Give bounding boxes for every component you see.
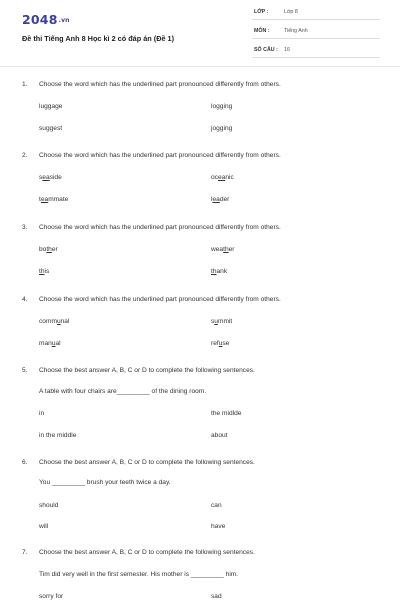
- option-text: will: [39, 523, 49, 530]
- option-text: ggage: [44, 103, 63, 110]
- question-stem: Tim did very well in the first semester. His mother is _________ him.: [39, 571, 239, 578]
- option-b[interactable]: [211, 246, 234, 253]
- option-underlined: th: [39, 268, 45, 275]
- option-text: er: [228, 246, 235, 253]
- option-text: comm: [39, 318, 57, 325]
- option-text: s: [39, 174, 43, 181]
- option-text: in: [39, 410, 45, 417]
- meta-label: SỐ CÂU :: [254, 47, 278, 53]
- option-b[interactable]: [211, 593, 222, 600]
- option-text: side: [49, 174, 62, 181]
- meta-value: 16: [284, 47, 290, 53]
- option-a[interactable]: [39, 593, 63, 600]
- option-underlined: u: [214, 318, 218, 325]
- question-number: 2.: [22, 152, 28, 159]
- question-prompt: Choose the best answer A, B, C or D to complete the following sentences.: [39, 367, 255, 374]
- option-text: have: [211, 523, 226, 530]
- option-b[interactable]: [211, 410, 241, 417]
- option-b[interactable]: [211, 318, 232, 325]
- question-stem: You _________ brush your teeth twice a day.: [39, 479, 171, 486]
- question-prompt: Choose the best answer A, B, C or D to complete the following sentences.: [39, 459, 255, 466]
- option-a[interactable]: [39, 246, 58, 253]
- page-header: [0, 0, 400, 66]
- option-d[interactable]: [211, 268, 227, 275]
- question-number: 5.: [22, 367, 28, 374]
- logo-text: 2048: [22, 12, 58, 27]
- option-a[interactable]: [39, 318, 69, 325]
- option-text: er: [51, 246, 58, 253]
- option-text: mmate: [48, 196, 69, 203]
- logo-tld: .vn: [58, 17, 70, 24]
- option-text: nic: [225, 174, 234, 181]
- question-prompt: Choose the best answer A, B, C or D to complete the following sentences.: [39, 549, 255, 556]
- option-a[interactable]: [39, 502, 58, 509]
- option-text: lo: [211, 103, 217, 110]
- meta-label: LỚP :: [254, 9, 269, 15]
- option-text: ref: [211, 340, 219, 347]
- option-c[interactable]: [39, 523, 48, 530]
- option-underlined: th: [211, 268, 217, 275]
- site-logo[interactable]: [22, 12, 70, 27]
- option-text: s: [211, 318, 215, 325]
- option-c[interactable]: [39, 268, 49, 275]
- option-b[interactable]: [211, 103, 232, 110]
- question-number: 4.: [22, 296, 28, 303]
- option-text: gging: [216, 125, 233, 132]
- option-text: bo: [39, 246, 47, 253]
- option-underlined: ea: [212, 196, 220, 203]
- header-divider: [0, 66, 400, 67]
- option-c[interactable]: [39, 340, 61, 347]
- option-a[interactable]: [39, 174, 62, 181]
- option-underlined: th: [223, 246, 229, 253]
- option-text: al: [55, 340, 61, 347]
- question-number: 6.: [22, 459, 28, 466]
- question-prompt: Choose the word which has the underlined part pronounced differently from others.: [39, 296, 281, 303]
- option-text: oc: [211, 174, 218, 181]
- question-number: 1.: [22, 81, 28, 88]
- option-underlined: u: [218, 340, 223, 347]
- option-underlined: u: [51, 340, 56, 347]
- option-underlined: ea: [217, 174, 226, 181]
- option-text: l: [211, 196, 213, 203]
- option-text: ank: [216, 268, 228, 275]
- option-text: ggest: [45, 125, 63, 132]
- option-text: man: [39, 340, 52, 347]
- option-d[interactable]: [211, 196, 229, 203]
- meta-value: Lớp 8: [284, 9, 298, 15]
- option-text: the midlde: [211, 410, 242, 417]
- option-underlined: u: [56, 318, 61, 325]
- option-text: mmit: [217, 318, 233, 325]
- meta-label: MÔN :: [254, 28, 270, 34]
- option-underlined: ea: [40, 196, 49, 203]
- option-c[interactable]: [39, 196, 68, 203]
- option-c[interactable]: [39, 432, 76, 439]
- meta-value: Tiếng Anh: [284, 28, 308, 34]
- option-text: about: [211, 432, 228, 439]
- option-text: can: [211, 502, 222, 509]
- option-underlined: th: [46, 246, 52, 253]
- meta-subject-row: [252, 25, 380, 39]
- page-title: Đề thi Tiếng Anh 8 Học kì 2 có đáp án (Đề 1): [22, 34, 175, 43]
- option-text: wea: [211, 246, 224, 253]
- option-c[interactable]: [39, 125, 62, 132]
- option-text: se: [222, 340, 230, 347]
- option-d[interactable]: [211, 523, 225, 530]
- option-text: sorry for: [39, 593, 64, 600]
- option-b[interactable]: [211, 174, 234, 181]
- option-d[interactable]: [211, 432, 228, 439]
- question-prompt: Choose the word which has the underlined part pronounced differently from others.: [39, 224, 281, 231]
- option-a[interactable]: [39, 410, 44, 417]
- option-d[interactable]: [211, 125, 232, 132]
- question-prompt: Choose the word which has the underlined part pronounced differently from others.: [39, 152, 281, 159]
- meta-class-row: [252, 6, 380, 20]
- question-prompt: Choose the word which has the underlined part pronounced differently from others.: [39, 81, 281, 88]
- option-text: in the middle: [39, 432, 77, 439]
- option-a[interactable]: [39, 103, 62, 110]
- question-number: 7.: [22, 549, 28, 556]
- meta-count-row: [252, 44, 380, 58]
- option-d[interactable]: [211, 340, 229, 347]
- option-text: gging: [216, 103, 233, 110]
- option-text: t: [39, 196, 41, 203]
- option-text: jo: [211, 125, 217, 132]
- option-text: sad: [211, 593, 222, 600]
- option-underlined: ea: [42, 174, 50, 181]
- option-text: su: [39, 125, 46, 132]
- option-text: lu: [39, 103, 45, 110]
- option-b[interactable]: [211, 502, 222, 509]
- option-text: nal: [60, 318, 70, 325]
- option-text: should: [39, 502, 59, 509]
- option-text: der: [219, 196, 230, 203]
- question-stem: A table with four chairs are_________ of the dining room.: [39, 388, 207, 395]
- option-text: is: [44, 268, 50, 275]
- question-number: 3.: [22, 224, 28, 231]
